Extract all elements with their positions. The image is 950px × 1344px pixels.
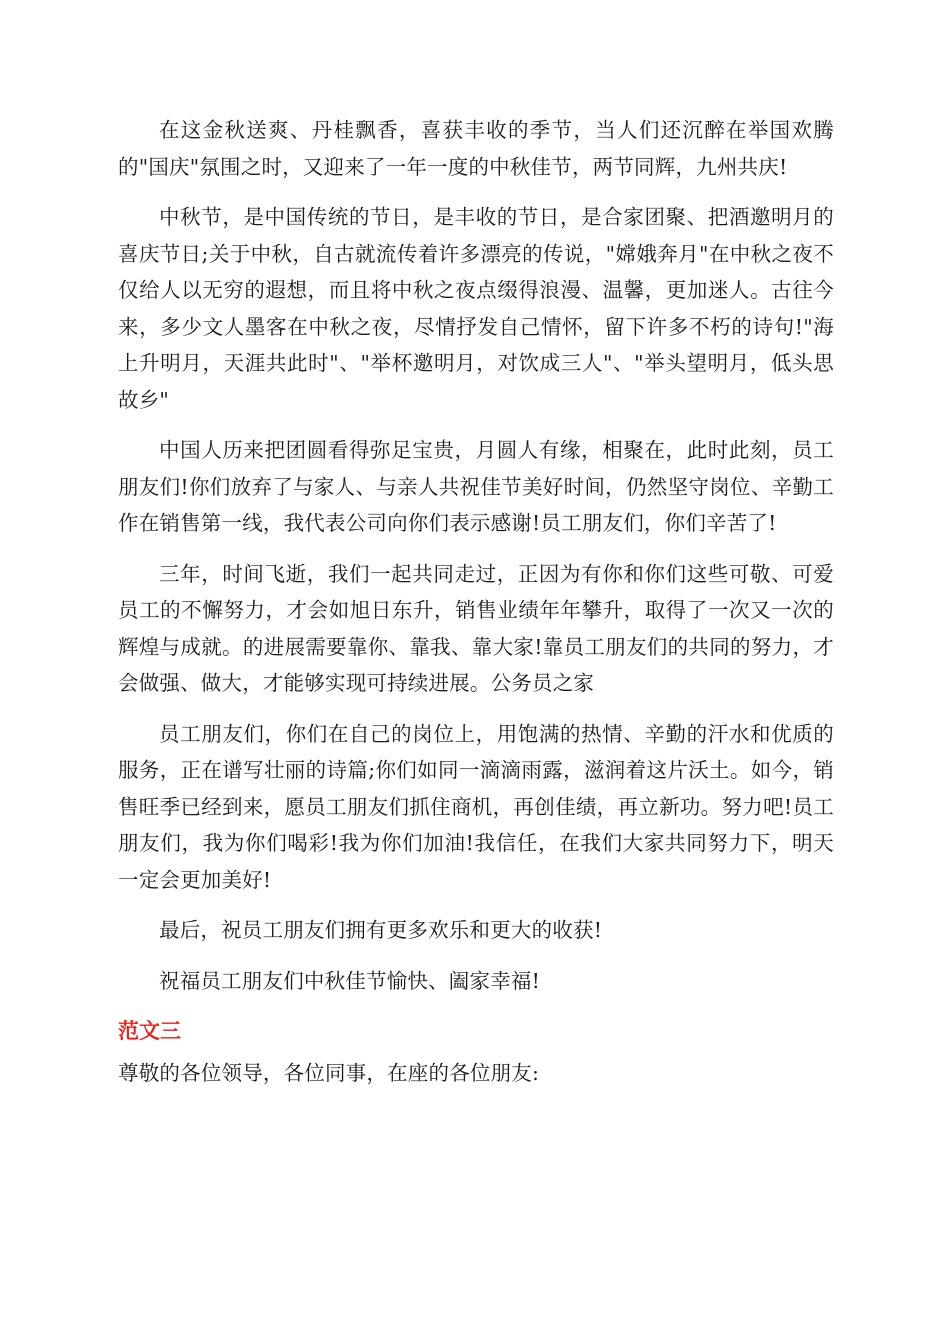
paragraph-6: 最后，祝员工朋友们拥有更多欢乐和更大的收获! [159, 918, 603, 942]
document-page [118, 112, 834, 1106]
paragraph-7: 祝福员工朋友们中秋佳节愉快、阖家幸福! [159, 968, 541, 993]
paragraph-4: 三年，时间飞逝，我们一起共同走过，正因为有你和你们这些可敬、可爱员工的不懈努力，才会如旭日东升，销售业绩年年攀升，取得了一次又一次的辉煌与成就。的进展需要靠你、靠我、靠大家!靠员工朋友们的共同的努力，才会做强、做大，才能够实现可持续进展。公务员之家 [118, 561, 834, 695]
paragraph-1: 在这金秋送爽、丹桂飘香，喜获丰收的季节，当人们还沉醉在举国欢腾的"国庆"氛围之时，又迎来了一年一度的中秋佳节，两节同辉，九州共庆! [118, 118, 834, 179]
section-heading: 范文三 [118, 1019, 181, 1043]
paragraph-2: 中秋节，是中国传统的节日，是丰收的节日，是合家团聚、把酒邀明月的喜庆节日;关于中秋，自古就流传着许多漂亮的传说，"嫦娥奔月"在中秋之夜不仅给人以无穷的遐想，而且将中秋之夜点缀得浪漫、温馨，更加迷人。古往今来，多少文人墨客在中秋之夜，尽情抒发自己情怀，留下许多不朽的诗句!"海上升明月，天涯共此时"、"举杯邀明月，对饮成三人"、"举头望明月，低头思故乡" [118, 205, 834, 412]
paragraph-3: 中国人历来把团圆看得弥足宝贵，月圆人有缘，相聚在，此时此刻，员工朋友们!你们放弃了与家人、与亲人共祝佳节美好时间，仍然坚守岗位、辛勤工作在销售第一线，我代表公司向你们表示感谢!员工朋友们，你们辛苦了! [118, 438, 834, 535]
paragraph-5: 员工朋友们，你们在自己的岗位上，用饱满的热情、辛勤的汗水和优质的服务，正在谱写壮丽的诗篇;你们如同一滴滴雨露，滋润着这片沃土。如今，销售旺季已经到来，愿员工朋友们抓住商机，再创佳绩，再立新功。努力吧!员工朋友们，我为你们喝彩!我为你们加油!我信任，在我们大家共同努力下，明天一定会更加美好! [118, 721, 834, 892]
salutation: 尊敬的各位领导，各位同事，在座的各位朋友: [118, 1061, 540, 1085]
